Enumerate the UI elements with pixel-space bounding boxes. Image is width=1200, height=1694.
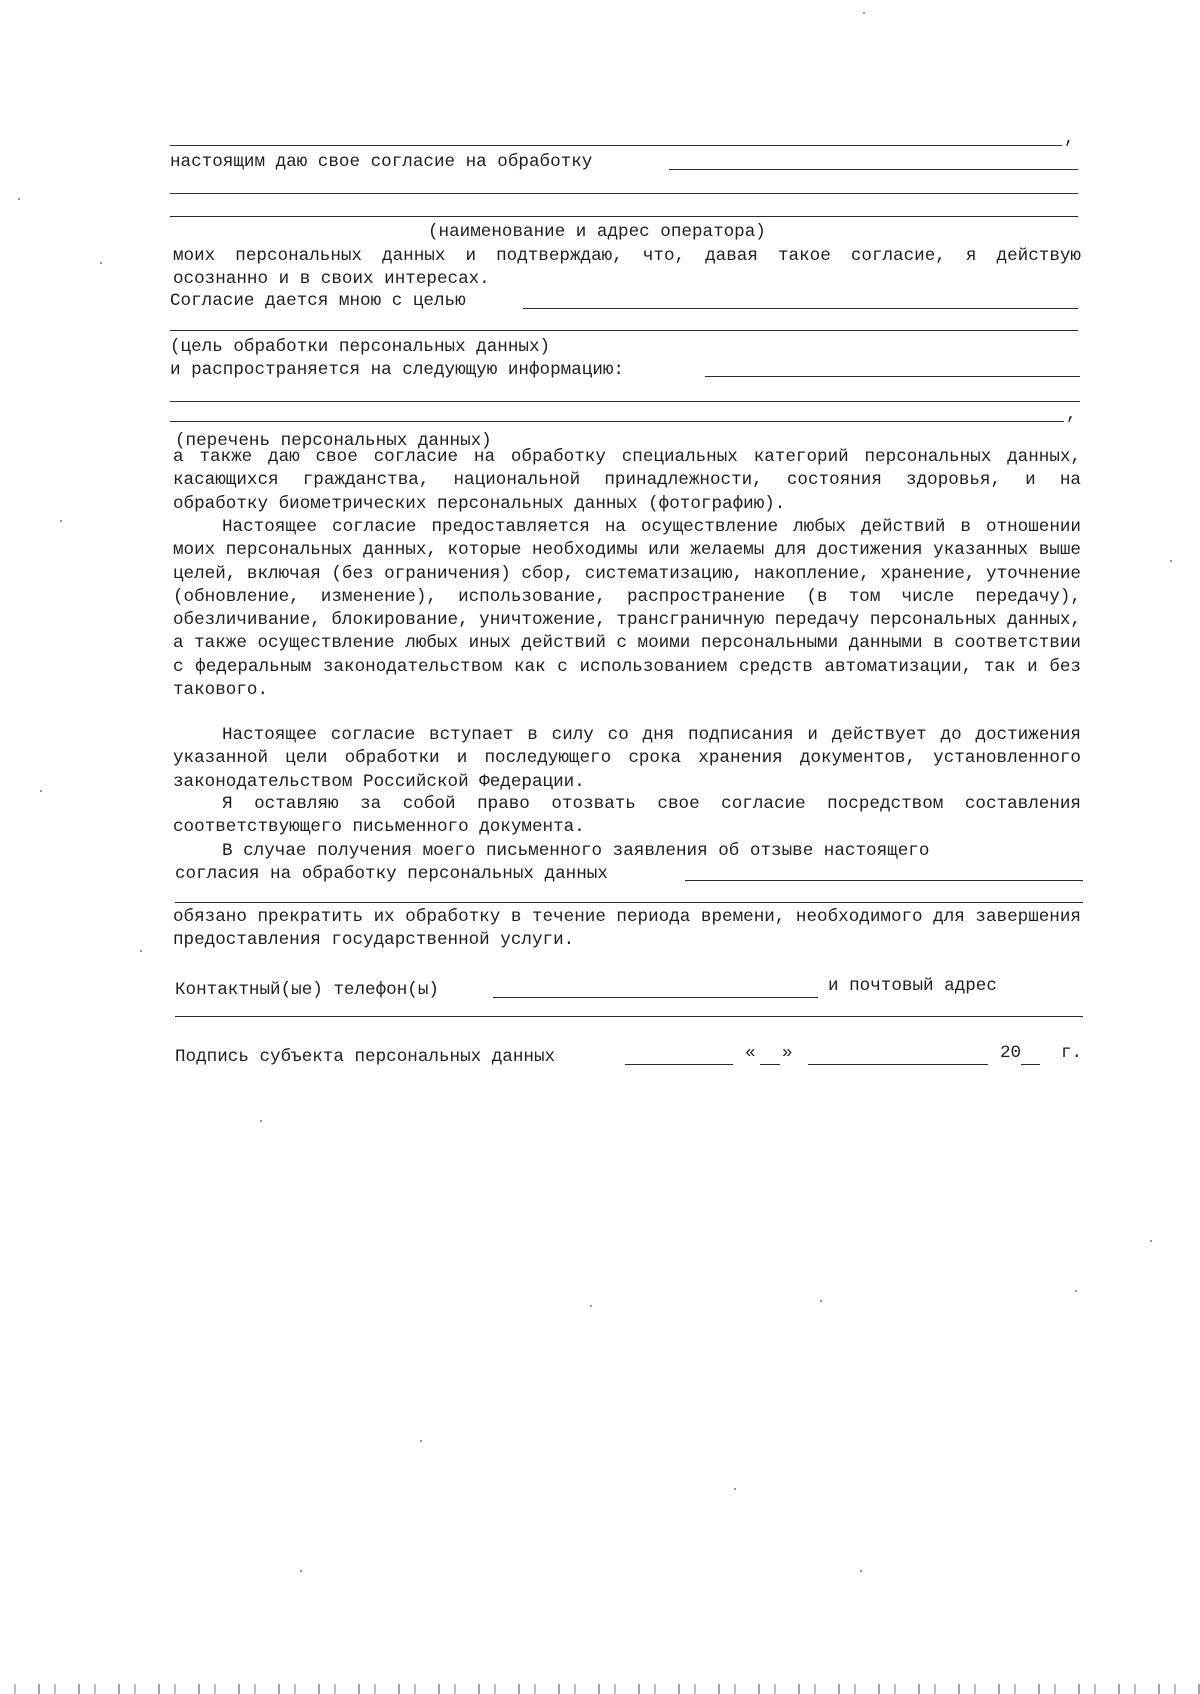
scan-speck	[140, 950, 142, 952]
date-close-quote: »	[782, 1043, 793, 1063]
purpose-label: Согласие дается мною с целью	[170, 291, 466, 311]
scan-speck	[300, 1570, 302, 1572]
purpose-caption: (цель обработки персональных данных)	[170, 337, 551, 357]
obligation-paragraph: обязано прекратить их обработку в течение периода времени, необходимого для завершения предоставления государственной услуги.	[173, 907, 1081, 951]
postal-address-label: и почтовый адрес	[828, 976, 997, 996]
blank-line-operator-revoke-2[interactable]	[175, 902, 1083, 903]
date-month-input-line[interactable]	[808, 1064, 988, 1065]
blank-line-name[interactable]	[170, 145, 1062, 146]
date-year-prefix: 20	[1000, 1043, 1022, 1063]
blank-line-purpose-2[interactable]	[170, 330, 1078, 331]
scan-speck	[420, 1440, 422, 1442]
scan-speck	[260, 1120, 262, 1122]
date-year-suffix: г.	[1061, 1043, 1083, 1063]
date-year-input-line[interactable]	[1021, 1064, 1040, 1065]
actions-paragraph: Настоящее согласие предоставляется на осуществление любых действий в отношении моих персональных данных, которые необходимы или желаемы для достижения указанных выше целей, включая (без ограничения) сбор, систематизацию, накопление, хранение, уточнение (обновление, изменение), использование, распространение (в том числе передачу), обезличивание, блокирование, уничтожение, трансграничную передачу персональных данных, а также осуществление любых иных действий с моими персональными данными в соответствии с федеральным законодательством как с использованием средств автоматизации, так и без такового.	[173, 517, 1081, 701]
blank-line-operator-1[interactable]	[669, 169, 1078, 170]
scan-speck	[100, 262, 102, 264]
scan-speck	[1075, 1290, 1077, 1292]
blank-line-info-2[interactable]	[170, 401, 1080, 402]
scan-edge-strip	[0, 1684, 1200, 1694]
scan-speck	[860, 1570, 862, 1572]
signature-label: Подпись субъекта персональных данных	[175, 1047, 556, 1067]
scan-speck	[1170, 560, 1172, 562]
special-categories-paragraph: а также даю свое согласие на обработку специальных категорий персональных данных, касающихся гражданства, национальной принадлежности, состояния здоровья, и на обработку биометрических персональных данных (фотографию).	[173, 447, 1081, 514]
operator-caption: (наименование и адрес оператора)	[428, 222, 766, 242]
blank-line-info-3[interactable]	[170, 421, 1064, 422]
scan-speck	[40, 790, 42, 792]
contact-phone-label: Контактный(ые) телефон(ы)	[175, 980, 439, 1000]
blank-line-operator-2[interactable]	[170, 193, 1078, 194]
blank-line-operator-revoke-1[interactable]	[685, 880, 1083, 881]
scan-speck	[820, 1300, 822, 1302]
consent-intro-text: настоящим даю свое согласие на обработку	[170, 152, 593, 172]
scan-speck	[590, 1305, 592, 1307]
comma-mark: ,	[1066, 405, 1077, 425]
blank-line-operator-3[interactable]	[170, 216, 1078, 217]
date-open-quote: «	[745, 1043, 756, 1063]
signature-input-line[interactable]	[625, 1064, 733, 1065]
scan-speck	[734, 1488, 736, 1490]
date-day-input-line[interactable]	[760, 1064, 780, 1065]
revocation-paragraph: Я оставляю за собой право отозвать свое согласие посредством составления соответствующего письменного документа.	[173, 794, 1081, 838]
revocation-case-line-2: согласия на обработку персональных данных	[175, 864, 608, 884]
comma-mark: ,	[1064, 129, 1075, 149]
scan-speck	[863, 12, 865, 14]
validity-paragraph: Настоящее согласие вступает в силу со дня подписания и действует до достижения указанной цели обработки и последующего срока хранения документов, установленного законодательством Российской Федерации.	[173, 725, 1081, 792]
scan-speck	[60, 520, 62, 522]
blank-line-info-1[interactable]	[705, 376, 1080, 377]
blank-line-purpose-1[interactable]	[523, 308, 1078, 309]
list-caption: (перечень персональных данных)	[175, 431, 492, 451]
phone-input-line[interactable]	[493, 997, 818, 998]
info-label: и распространяется на следующую информацию:	[170, 360, 624, 380]
scan-speck	[1150, 1240, 1152, 1242]
subject-paragraph: моих персональных данных и подтверждаю, что, давая такое согласие, я действую осознанно и в своих интересах.	[173, 246, 1081, 290]
postal-address-input-line[interactable]	[175, 1016, 1083, 1017]
revocation-case-line: В случае получения моего письменного заявления об отзыве настоящего	[222, 841, 930, 861]
scan-speck	[18, 198, 20, 200]
